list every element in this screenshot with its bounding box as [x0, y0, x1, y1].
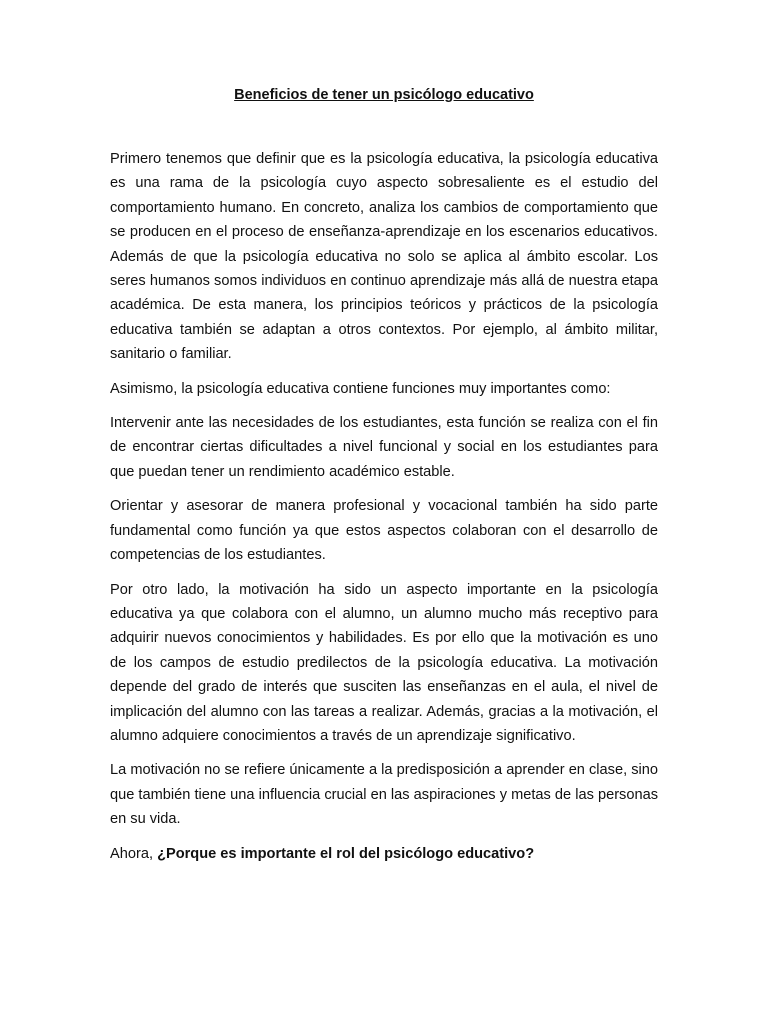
paragraph-definition: Primero tenemos que definir que es la psicología educativa, la psicología educativa es una rama de la psicología cuyo aspecto sobresaliente es el estudio del comportamiento humano. En concreto, analiza los cambios de comportamiento que se producen en el proceso de enseñanza-aprendizaje en los escenarios educativos. Además de que la psicología educativa no solo se aplica al ámbito escolar. Los seres humanos somos individuos en continuo aprendizaje más allá de nuestra etapa académica. De esta manera, los principios teóricos y prácticos de la psicología educativa también se adaptan a otros contextos. Por ejemplo, al ámbito militar, sanitario o familiar. — [110, 151, 658, 363]
closing-question: ¿Porque es importante el rol del psicólogo educativo? — [157, 845, 535, 862]
closing-line — [110, 842, 658, 866]
paragraph-functions-intro: Asimismo, la psicología educativa contiene funciones muy importantes como: — [110, 380, 611, 397]
document-body — [110, 147, 658, 876]
paragraph-motivation: Por otro lado, la motivación ha sido un aspecto importante en la psicología educativa ya que colabora con el alumno, un alumno mucho más receptivo para adquirir nuevos conocimientos y habilidades. Es por ello que la motivación es uno de los campos de estudio predilectos de la psicología educativa. La motivación depende del grado de interés que susciten las enseñanzas en el aula, el nivel de implicación del alumno con las tareas a realizar. Además, gracias a la motivación, el alumno adquiere conocimientos a través de un aprendizaje significativo. — [110, 581, 658, 744]
paragraph-motivation-scope: La motivación no se refiere únicamente a la predisposición a aprender en clase, sino que también tiene una influencia crucial en las aspiraciones y metas de las personas en su vida. — [110, 762, 658, 828]
closing-lead: Ahora, — [110, 845, 158, 862]
document-title: Beneficios de tener un psicólogo educativo — [234, 87, 534, 103]
paragraph-intervene: Intervenir ante las necesidades de los estudiantes, esta función se realiza con el fin de encontrar ciertas dificultades a nivel funcional y social en los estudiantes para que puedan tener un rendimiento académico estable. — [110, 415, 658, 480]
paragraph-orient: Orientar y asesorar de manera profesional y vocacional también ha sido parte fundamental como función ya que estos aspectos colaboran con el desarrollo de competencias de los estudiantes. — [110, 498, 658, 564]
